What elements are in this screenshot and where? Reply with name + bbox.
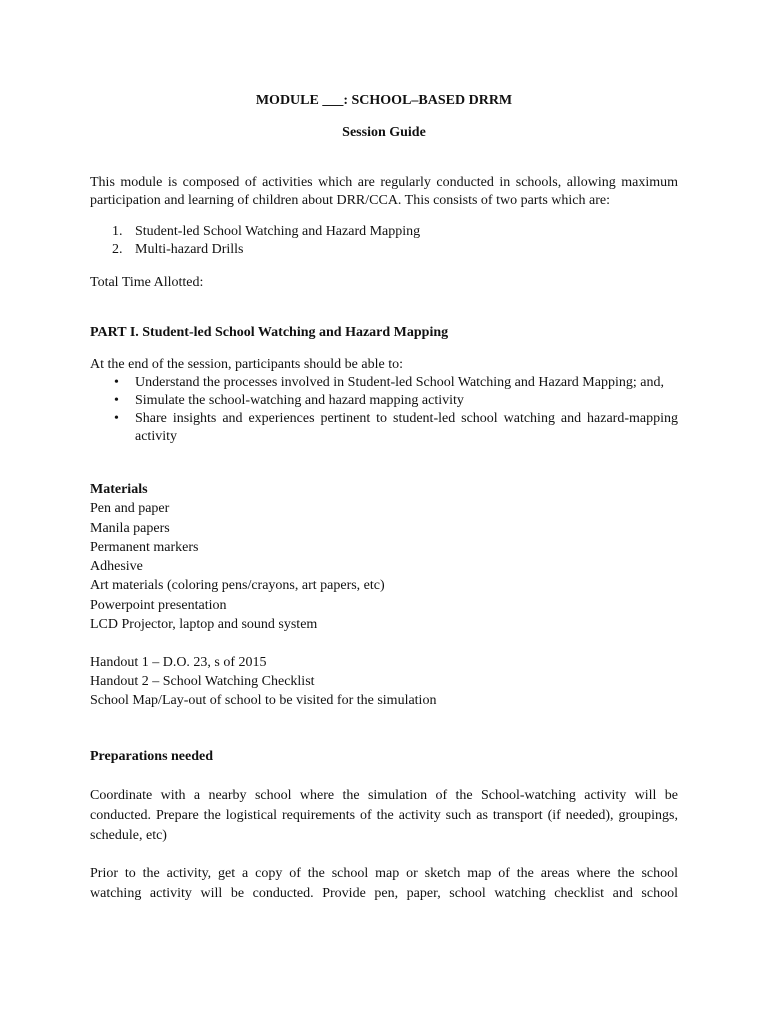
objectives-intro: At the end of the session, participants should be able to: bbox=[90, 357, 403, 372]
total-time-line: Total Time Allotted: bbox=[90, 275, 204, 290]
list-item: Manila papers bbox=[90, 520, 170, 536]
objective-text: Share insights and experiences pertinent to student-led school watching and hazard-mapping activity bbox=[135, 411, 678, 444]
parts-list bbox=[90, 223, 678, 259]
bullet-icon: • bbox=[114, 411, 119, 426]
list-item: Handout 2 – School Watching Checklist bbox=[90, 674, 315, 689]
materials-section bbox=[90, 480, 678, 634]
list-item-label: Multi-hazard Drills bbox=[135, 242, 244, 257]
module-title: MODULE ___: SCHOOL–BASED DRRM bbox=[255, 93, 513, 108]
list-item: Handout 1 – D.O. 23, s of 2015 bbox=[90, 655, 267, 670]
list-number: 1. bbox=[112, 224, 123, 239]
bullet-icon: • bbox=[114, 375, 119, 390]
list-item: Art materials (coloring pens/crayons, art papers, etc) bbox=[90, 578, 385, 594]
list-item bbox=[90, 392, 678, 410]
list-number: 2. bbox=[112, 242, 123, 257]
list-item: Pen and paper bbox=[90, 501, 170, 517]
preparations-heading: Preparations needed bbox=[90, 749, 214, 764]
objectives-section bbox=[90, 374, 678, 446]
materials-heading: Materials bbox=[90, 482, 148, 497]
objective-text: Understand the processes involved in Student-led School Watching and Hazard Mapping; and, bbox=[135, 375, 664, 390]
intro-section bbox=[90, 174, 678, 210]
list-item: Powerpoint presentation bbox=[90, 597, 227, 613]
list-item bbox=[90, 374, 678, 392]
part1-heading: PART I. Student-led School Watching and Hazard Mapping bbox=[90, 325, 449, 340]
list-item bbox=[90, 241, 678, 259]
list-item: School Map/Lay-out of school to be visited for the simulation bbox=[90, 693, 437, 708]
intro-paragraph: This module is composed of activities which are regularly conducted in schools, allowing maximum participation and learning of children about DRR/CCA. This consists of two parts which are: bbox=[90, 175, 678, 208]
paragraph-line: Prior to the activity, get a copy of the school map or sketch map of the areas where the school bbox=[90, 866, 678, 881]
list-item: LCD Projector, laptop and sound system bbox=[90, 617, 318, 633]
preparations-paragraph-1: Coordinate with a nearby school where the simulation of the School-watching activity will be conducted. Prepare the logistical requirements of the activity such as transport (if needed), groupings, schedule, etc) bbox=[90, 788, 678, 843]
session-guide-title: Session Guide bbox=[342, 125, 426, 140]
paragraph-line: watching activity will be conducted. Provide pen, paper, school watching checklist and school bbox=[90, 886, 678, 901]
list-item-label: Student-led School Watching and Hazard Mapping bbox=[135, 224, 421, 239]
handouts-section bbox=[90, 653, 678, 710]
bullet-icon: • bbox=[114, 393, 119, 408]
list-item: Permanent markers bbox=[90, 539, 199, 555]
preparations-paragraph-2 bbox=[90, 864, 678, 904]
list-item bbox=[90, 223, 678, 241]
objectives-list bbox=[90, 374, 678, 446]
list-item bbox=[90, 410, 678, 446]
parts-list-section bbox=[90, 223, 678, 259]
list-item: Adhesive bbox=[90, 559, 143, 575]
objective-text: Simulate the school-watching and hazard mapping activity bbox=[135, 393, 464, 408]
